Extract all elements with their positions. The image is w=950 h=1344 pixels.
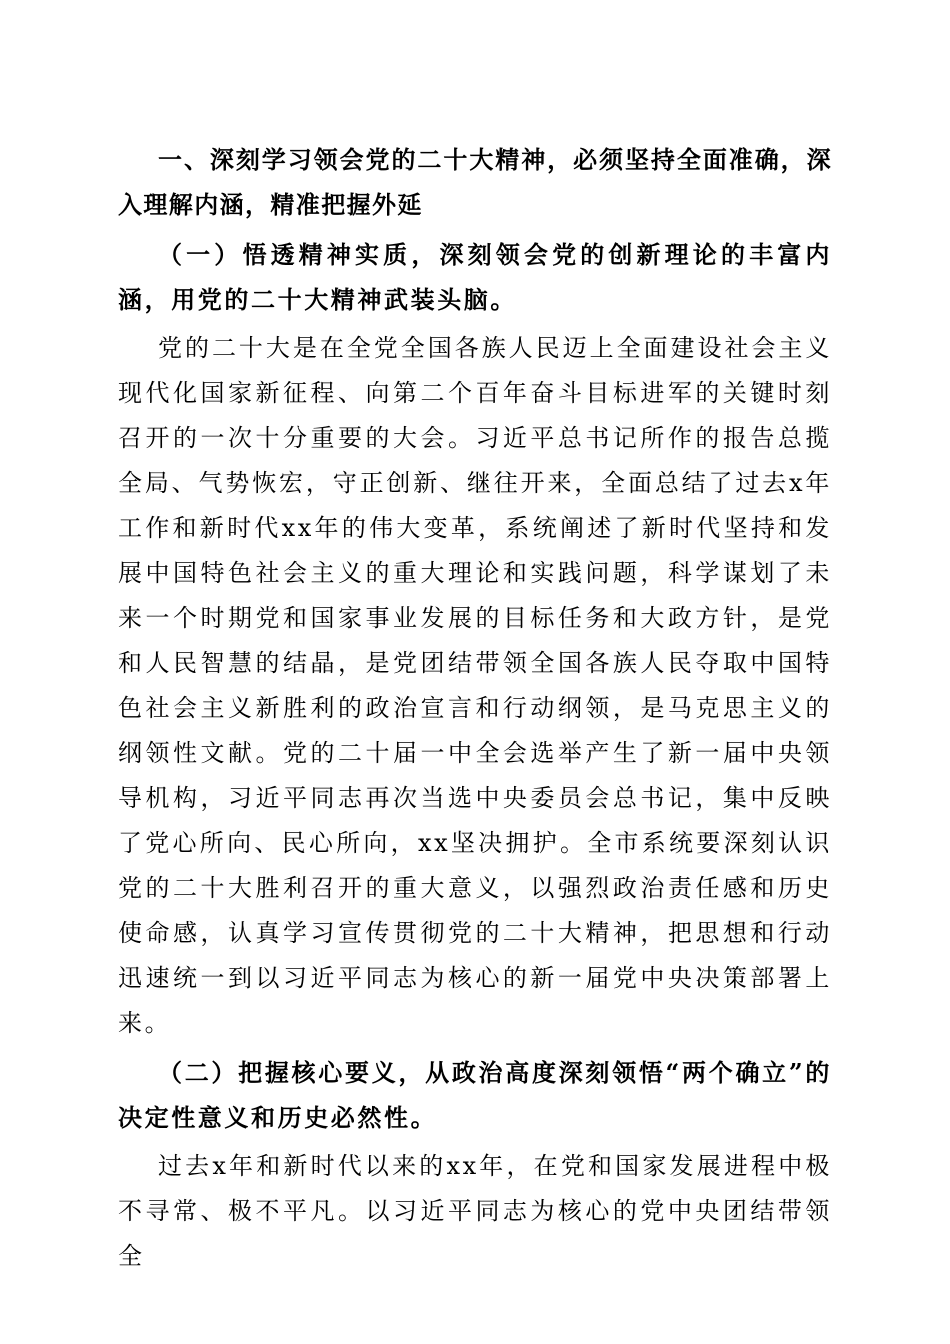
subsection-heading-2: （二）把握核心要义，从政治高度深刻领悟“两个确立”的决定性意义和历史必然性。 [118, 1058, 832, 1132]
section-heading: 一、深刻学习领会党的二十大精神，必须坚持全面准确，深入理解内涵，精准把握外延 [118, 146, 832, 219]
body-paragraph-2: 过去x年和新时代以来的xx年，在党和国家发展进程中极不寻常、极不平凡。以习近平同志为核心的党中央团结带领全 [118, 1152, 832, 1270]
document-body [118, 138, 832, 1279]
body-paragraph-1: 党的二十大是在全党全国各族人民迈上全面建设社会主义现代化国家新征程、向第二个百年奋斗目标进军的关键时刻召开的一次十分重要的大会。习近平总书记所作的报告总揽全局、气势恢宏，守正创新、继往开来，全面总结了过去x年工作和新时代xx年的伟大变革，系统阐述了新时代坚持和发展中国特色社会主义的重大理论和实践问题，科学谋划了未来一个时期党和国家事业发展的目标任务和大政方针，是党和人民智慧的结晶，是党团结带领全国各族人民夺取中国特色社会主义新胜利的政治宣言和行动纲领，是马克思主义的纲领性文献。党的二十届一中全会选举产生了新一届中央领导机构，习近平同志再次当选中央委员会总书记，集中反映了党心所向、民心所向，xx坚决拥护。全市系统要深刻认识党的二十大胜利召开的重大意义，以强烈政治责任感和历史使命感，认真学习宣传贯彻党的二十大精神，把思想和行动迅速统一到以习近平同志为核心的新一届党中央决策部署上来。 [118, 334, 832, 1037]
subsection-heading-1: （一）悟透精神实质，深刻领会党的创新理论的丰富内涵，用党的二十大精神武装头脑。 [118, 240, 832, 314]
